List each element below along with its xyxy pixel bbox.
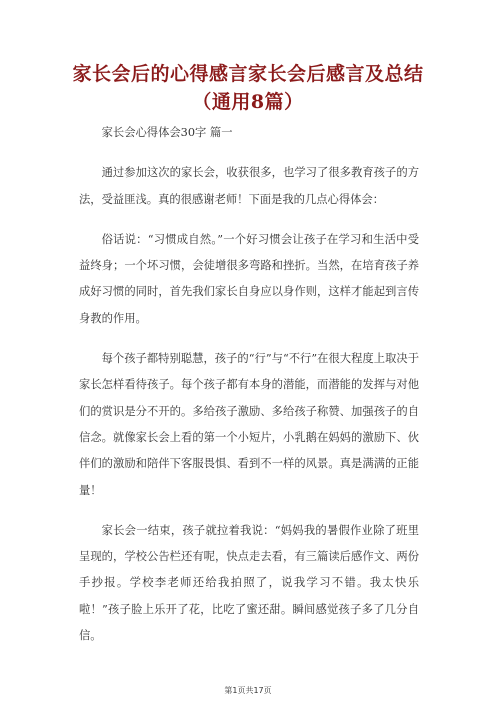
body-paragraph-3: 每个孩子都特别聪慧，孩子的“行”与“不行”在很大程度上取决于家长怎样看待孩子。每个孩子都有本身的潜能，而潜能的发挥与对他们的赏识是分不开的。多给孩子激励、多给孩子称赞、加强孩子的自信念。就像家长会上看的第一个小短片，小乳鹅在妈妈的激励下、伙伴们的激励和陪伴下客服畏惧、看到不一样的风景。真是满满的正能量！ xyxy=(79,352,419,497)
body-paragraph-4: 家长会一结束，孩子就拉着我说：“妈妈我的暑假作业除了班里呈现的，学校公告栏还有呢，快点走去看，有三篇读后感作文、两份手抄报。学校李老师还给我拍照了，说我学习不错。我太快乐啦！”孩子脸上乐开了花，比吃了蜜还甜。瞬间感觉孩子多了几分自信。 xyxy=(79,523,419,643)
page-number-footer: 第1页共17页 xyxy=(224,686,272,695)
document-title-line-1: 家长会后的心得感言家长会后感言及总结 xyxy=(72,63,424,85)
document-title-line-2: （通用8篇） xyxy=(192,91,304,113)
body-paragraph-1: 通过参加这次的家长会，收获很多，也学习了很多教育孩子的方法，受益匪浅。真的很感谢老师！下面是我的几点心得体会： xyxy=(79,166,419,206)
body-paragraph-2: 俗话说：“习惯成自然。”一个好习惯会让孩子在学习和生活中受益终身；一个坏习惯，会徒增很多弯路和挫折。当然，在培育孩子养成好习惯的同时，首先我们家长自身应以身作则，这样才能起到言传身教的作用。 xyxy=(79,232,419,325)
section-subheading: 家长会心得体会30字 篇一 xyxy=(101,126,233,139)
document-body xyxy=(79,120,419,663)
